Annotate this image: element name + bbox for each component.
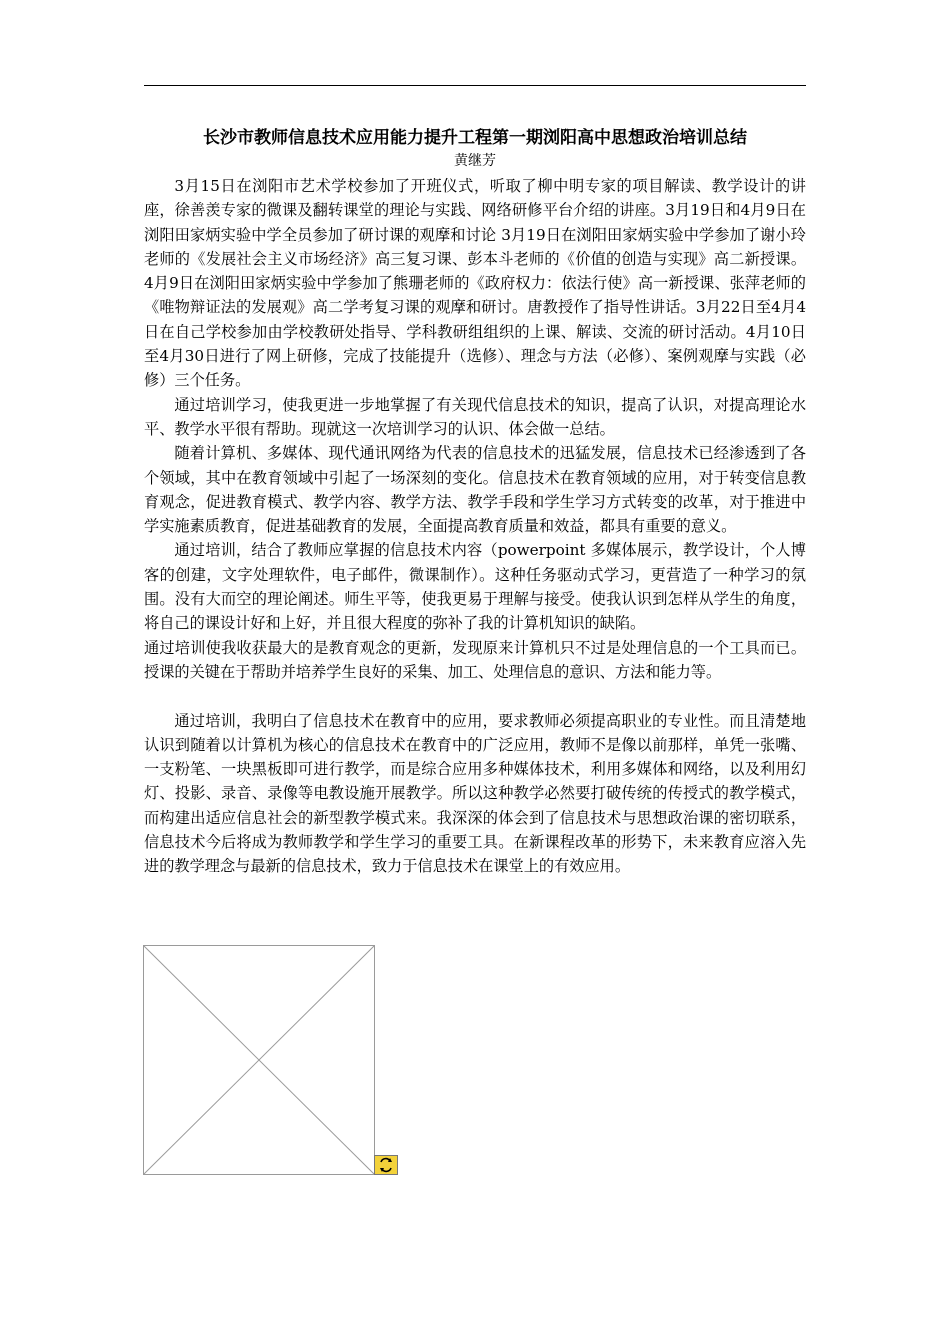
document-title: 长沙市教师信息技术应用能力提升工程第一期浏阳高中思想政治培训总结 xyxy=(203,128,747,148)
refresh-arrows-icon xyxy=(377,1157,395,1173)
document-author: 黄继芳 xyxy=(454,153,496,169)
paragraph-6: 通过培训，我明白了信息技术在教育中的应用，要求教师必须提高职业的专业性。而且清楚地认识到随着以计算机为核心的信息技术在教育中的广泛应用，教师不是像以前那样，单凭一张嘴、一支粉笔、一块黑板即可进行教学，而是综合应用多种媒体技术，利用多媒体和网络，以及利用幻灯、投影、录音、录像等电教设施开展教学。所以这种教学必然要打破传统的传授式的教学模式，而构建出适应信息社会的新型教学模式来。我深深的体会到了信息技术与思想政治课的密切联系，信息技术今后将成为教师教学和学生学习的重要工具。在新课程改革的形势下，未来教育应溶入先进的教学理念与最新的信息技术，致力于信息技术在课堂上的有效应用。 xyxy=(144,711,806,876)
image-placeholder-cross xyxy=(144,946,374,1174)
document-body xyxy=(144,174,806,879)
paragraph-1: 3月15日在浏阳市艺术学校参加了开班仪式，听取了柳中明专家的项目解读、教学设计的讲座，徐善羡专家的微课及翻转课堂的理论与实践、网络研修平台介绍的讲座。3月19日和4月9日在浏阳田家炳实验中学全员参加了研讨课的观摩和讨论 3月19日在浏阳田家炳实验中学参加了谢小玲老师的《发展社会主义市场经济》高三复习课、彭本斗老师的《价值的创造与实现》高二新授课。4月9日在浏阳田家炳实验中学参加了熊珊老师的《政府权力：依法行使》高一新授课、张萍老师的《唯物辩证法的发展观》高二学考复习课的观摩和研讨。唐教授作了指导性讲话。3月22日至4月4日在自己学校参加由学校教研处指导、学科教研组组织的上课、解读、交流的研讨活动。4月10日至4月30日进行了网上研修，完成了技能提升（选修）、理念与方法（必修）、案例观摩与实践（必修）三个任务。 xyxy=(144,177,806,390)
paragraph-3: 随着计算机、多媒体、现代通讯网络为代表的信息技术的迅猛发展，信息技术已经渗透到了各个领域，其中在教育领域中引起了一场深刻的变化。信息技术在教育领域的应用，对于转变信息教育观念，促进教育模式、教学内容、教学方法、教学手段和学生学习方式转变的改革，对于推进中学实施素质教育，促进基础教育的发展，全面提高教育质量和效益，都具有重要的意义。 xyxy=(144,444,806,536)
paragraph-5: 通过培训使我收获最大的是教育观念的更新，发现原来计算机只不过是处理信息的一个工具而已。授课的关键在于帮助并培养学生良好的采集、加工、处理信息的意识、方法和能力等。 xyxy=(144,638,806,681)
paragraph-4: 通过培训，结合了教师应掌握的信息技术内容（powerpoint 多媒体展示，教学设计，个人博客的创建，文字处理软件，电子邮件，微课制作）。这种任务驱动式学习，更营造了一种学习的氛围。没有大而空的理论阐述。师生平等，使我更易于理解与接受。使我认识到怎样从学生的角度，将自己的课设计好和上好，并且很大程度的弥补了我的计算机知识的缺陷。 xyxy=(144,541,806,633)
header-rule xyxy=(144,85,806,86)
paragraph-2: 通过培训学习，使我更进一步地掌握了有关现代信息技术的知识，提高了认识，对提高理论水平、教学水平很有帮助。现就这一次培训学习的认识、体会做一总结。 xyxy=(144,395,806,438)
missing-image-placeholder[interactable] xyxy=(143,945,375,1175)
broken-image-refresh-icon[interactable] xyxy=(374,1155,398,1175)
